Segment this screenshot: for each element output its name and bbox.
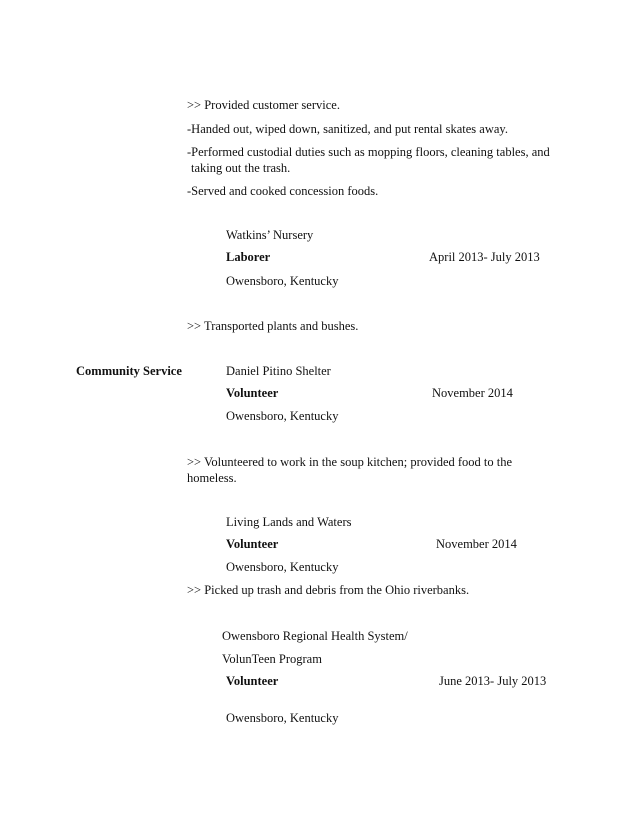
job-dates: April 2013- July 2013	[429, 250, 540, 264]
section-heading-community-service: Community Service	[76, 364, 182, 378]
bullet-rental-skates: -Handed out, wiped down, sanitized, and put rental skates away.	[187, 122, 508, 136]
bullet-trash-pickup: >> Picked up trash and debris from the Ohio riverbanks.	[187, 583, 470, 597]
org-location: Owensboro, Kentucky	[226, 409, 339, 423]
bullet-soup-kitchen-line1: >> Volunteered to work in the soup kitchen; provided food to the	[187, 455, 513, 469]
job-location: Owensboro, Kentucky	[226, 274, 339, 288]
role-title: Volunteer	[226, 674, 279, 688]
bullet-custodial-line1: -Performed custodial duties such as mopping floors, cleaning tables, and	[187, 145, 550, 159]
role-date: November 2014	[436, 537, 517, 551]
role-title: Volunteer	[226, 386, 279, 400]
org-name-line2: VolunTeen Program	[222, 652, 322, 666]
bullet-concessions: -Served and cooked concession foods.	[187, 184, 379, 198]
bullet-transported-plants: >> Transported plants and bushes.	[187, 319, 359, 333]
role-date: November 2014	[432, 386, 513, 400]
bullet-customer-service: >> Provided customer service.	[187, 98, 340, 112]
org-name: Living Lands and Waters	[226, 515, 352, 529]
job-title: Laborer	[226, 250, 271, 264]
org-name: Daniel Pitino Shelter	[226, 364, 331, 378]
employer-name: Watkins’ Nursery	[226, 228, 314, 242]
org-name-line1: Owensboro Regional Health System/	[222, 629, 408, 643]
role-title: Volunteer	[226, 537, 279, 551]
role-date: June 2013- July 2013	[439, 674, 547, 688]
org-location: Owensboro, Kentucky	[226, 711, 339, 725]
org-location: Owensboro, Kentucky	[226, 560, 339, 574]
bullet-soup-kitchen-line2: homeless.	[187, 471, 237, 485]
bullet-custodial-line2: taking out the trash.	[191, 161, 291, 175]
